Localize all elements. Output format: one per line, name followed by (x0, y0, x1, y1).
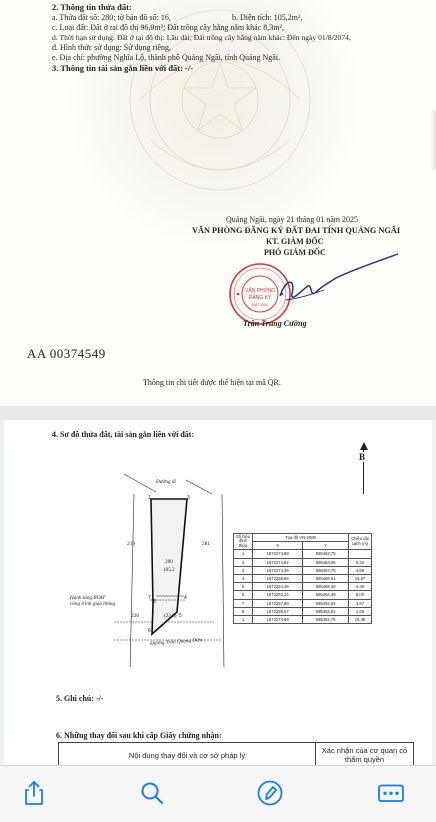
cell-x: 1672274,88 (253, 550, 303, 558)
cell-point: 4 (234, 574, 253, 582)
svg-text:8: 8 (153, 599, 156, 605)
cell-x: 1672274,82 (253, 558, 303, 566)
table-row (234, 558, 372, 566)
road-top-label: Đường đi (156, 479, 176, 485)
usage-term-line: d. Thời hạn sử dụng: Đất ở tại đô thị: Lâu dài; Đất trồng cây hằng năm khác: Đến ngày 01/8/2074, (52, 33, 351, 42)
share-button[interactable] (19, 778, 49, 808)
cell-length: 15,35 (349, 615, 372, 623)
neighbor-parcel-220: 220 (131, 613, 140, 619)
search-icon (137, 778, 167, 808)
corridor-label-2: công trình giao thông (70, 601, 116, 607)
section-2-title: 2. Thông tin thửa đất: (52, 2, 132, 12)
table-row (234, 566, 372, 574)
north-label: B (359, 452, 366, 462)
address-line: e. Địa chỉ: phường Nghĩa Lộ, thành phố Quảng Ngãi, tỉnh Quảng Ngãi. (52, 53, 281, 62)
svg-text:ĐĂNG KÝ: ĐĂNG KÝ (248, 295, 272, 301)
issue-date: Quảng Ngãi, ngày 21 tháng 01 năm 2025 (226, 215, 358, 224)
cell-x: 1672257,90 (253, 599, 303, 607)
cell-y: 585464,04 (303, 599, 349, 607)
cell-y: 585468,91 (303, 574, 349, 582)
cell-y: 585462,75 (303, 550, 349, 558)
cell-point: 2 (234, 558, 253, 566)
section-3-title: 3. Thông tin tài sản gắn liền với đất: -/- (52, 63, 194, 73)
certificate-page-2 (4, 420, 432, 765)
corridor-width-label: (23.3) (164, 613, 177, 619)
section-4-title: 4. Sơ đồ thửa đất, tài sản gắn liền với đất: (52, 430, 195, 439)
cell-length: 5,00 (349, 591, 372, 599)
section-6-title: 6. Những thay đổi sau khi cấp Giấy chứng nhận: (56, 731, 222, 740)
qr-note: Thông tin chi tiết được thể hiện tại mã QR. (143, 378, 281, 387)
search-button[interactable] (137, 778, 167, 808)
th-length-1: Chiều dài (351, 536, 369, 542)
issuing-office: VĂN PHÒNG ĐĂNG KÝ ĐẤT ĐAI TỈNH QUẢNG NGÃI (192, 226, 401, 235)
cell-y: 585467,75 (303, 566, 349, 574)
table-row (234, 607, 372, 615)
svg-text:1: 1 (148, 495, 151, 501)
cell-point: 8 (234, 607, 253, 615)
certificate-page-1 (0, 0, 436, 406)
land-type-line: c. Loại đất: Đất ở tại đô thị 96,9m²; Đất trồng cây hằng năm khác 8,3m², (52, 23, 284, 32)
north-arrow (358, 438, 370, 496)
neighbor-parcel-219: 219 (127, 541, 136, 547)
cell-length (349, 550, 372, 558)
cell-x: 1672253,24 (253, 591, 303, 599)
cell-y: 585462,75 (303, 615, 349, 623)
cell-point: 6 (234, 591, 253, 599)
signer-name: Trần Trung Cường (243, 319, 307, 328)
coordinate-table (233, 533, 372, 624)
cell-x: 1672254,38 (253, 583, 303, 591)
svg-text:7: 7 (148, 595, 151, 601)
cell-y: 585464,39 (303, 591, 349, 599)
cell-point: 5 (234, 583, 253, 591)
table-row (234, 574, 372, 582)
handwritten-signature (252, 248, 402, 318)
changes-col-content: Nội dung thay đổi và cơ sở pháp lý (59, 743, 316, 768)
th-length-2: cạnh (m) (351, 540, 369, 546)
bottom-toolbar (0, 765, 436, 822)
svg-text:3: 3 (187, 495, 190, 501)
cell-length: 15,67 (349, 574, 372, 582)
cell-length: 1,68 (349, 607, 372, 615)
cell-point: 3 (234, 566, 253, 574)
th-point-1: Số hiệu (235, 533, 251, 539)
th-x: X (253, 542, 303, 550)
share-icon (19, 778, 49, 808)
svg-text:6: 6 (148, 628, 151, 634)
svg-text:VĂN PHÒNG: VĂN PHÒNG (244, 288, 276, 294)
kt-director-label: KT. GIÁM ĐỐC (266, 237, 324, 246)
th-point-2: đỉnh thửa (238, 538, 248, 548)
cell-x: 1672274,38 (253, 566, 303, 574)
cell-point: 1 (234, 615, 253, 623)
cell-x: 1672258,86 (253, 574, 303, 582)
cell-length: 4,67 (349, 599, 372, 607)
deputy-director-label: PHÓ GIÁM ĐỐC (264, 248, 326, 257)
parcel-number-line: a. Thửa đất số: 280; tờ bản đồ số: 16, (52, 13, 171, 22)
page-edge-shadow (430, 110, 436, 170)
svg-text:4: 4 (184, 595, 187, 601)
markup-icon (255, 778, 285, 808)
cell-x: 1672274,88 (253, 615, 303, 623)
parcel-area-label: 105.2 (163, 567, 175, 573)
cell-point: 7 (234, 599, 253, 607)
table-row (234, 615, 372, 623)
more-icon (376, 778, 406, 808)
table-row (234, 591, 372, 599)
page-gap (0, 406, 436, 420)
cell-y: 585463,91 (303, 607, 349, 615)
corridor-label-1: Hành lang BVAT (70, 595, 106, 601)
section-5-notes: 5. Ghi chú: -/- (56, 694, 104, 703)
more-button[interactable] (376, 778, 406, 808)
usage-form-line: đ. Hình thức sử dụng: Sử dụng riêng, (52, 43, 172, 52)
table-row (234, 583, 372, 591)
cell-x: 1672259,57 (253, 607, 303, 615)
cell-length: 4,30 (349, 583, 372, 591)
cell-length: 0,32 (349, 558, 372, 566)
road-bottom-label: Đường Trần Quang Diệu (149, 637, 203, 647)
changes-col-confirmation: Xác nhận của cơ quan có thẩm quyền (316, 743, 414, 768)
area-line: b. Diện tích: 105,2m², (232, 13, 303, 22)
markup-button[interactable] (255, 778, 285, 808)
cell-point: 1 (234, 550, 253, 558)
neighbor-parcel-281: 281 (202, 541, 211, 547)
svg-text:ĐẤT ĐAI: ĐẤT ĐAI (252, 302, 268, 307)
parcel-number-label: 280 (165, 559, 173, 565)
road-top-edge (124, 474, 156, 492)
svg-text:5: 5 (179, 613, 182, 619)
table-row (234, 599, 372, 607)
cell-length: 4,68 (349, 566, 372, 574)
certificate-serial: AA 00374549 (27, 346, 106, 361)
table-row (234, 550, 372, 558)
th-y: Y (303, 542, 349, 550)
cell-y: 585463,06 (303, 558, 349, 566)
th-coord: Tọa độ VN-2000 (253, 534, 349, 542)
cell-y: 585469,30 (303, 583, 349, 591)
